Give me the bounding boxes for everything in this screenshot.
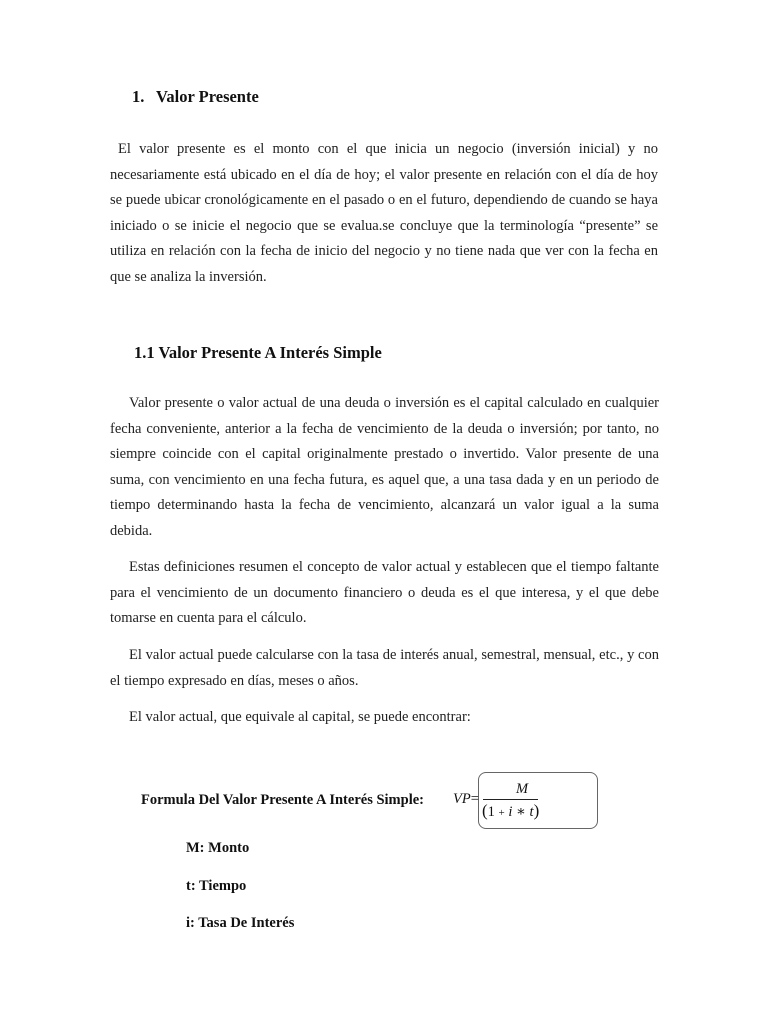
section-number: 1.: [132, 87, 145, 106]
denominator-i: i: [508, 804, 513, 820]
denominator-plus: +: [498, 807, 505, 819]
variable-monto: M: Monto: [186, 840, 250, 856]
formula-denominator: [482, 801, 539, 821]
denominator-times: ∗: [516, 804, 526, 820]
intro-paragraph: El valor presente es el monto con el que inicia un negocio (inversión inicial) y no necesariamente está ubicado en el día de hoy; el valor presente en relación con el día de hoy se puede ubicar cronológicamente en el pasado o en el futuro, dependiendo de cuando se haya iniciado o se inicie el negocio que se evalua.se concluye que la terminología “presente” se utiliza en relación con la fecha de inicio del negocio y no tiene nada que ver con la fecha en que se analiza la inversión.: [110, 141, 658, 285]
paren-open: (: [482, 801, 488, 820]
variable-tasa: i: Tasa De Interés: [186, 915, 295, 931]
formula-lhs: [453, 791, 479, 808]
formula-numerator: M: [515, 781, 529, 797]
body-paragraph-summary: Estas definiciones resumen el concepto de valor actual y establecen que el tiempo faltante para el vencimiento de un documento financiero o deuda es el que interesa, y el que debe tomarse en cuenta para el cálculo.: [110, 559, 659, 626]
body-paragraph-formula-intro: El valor actual, que equivale al capital, se puede encontrar:: [129, 709, 471, 725]
subsection-heading-interes-simple: 1.1 Valor Presente A Interés Simple: [134, 343, 382, 362]
denominator-one: 1: [487, 804, 495, 820]
body-paragraph-calculation: El valor actual puede calcularse con la tasa de interés anual, semestral, mensual, etc., y con el tiempo expresado en días, meses o años.: [110, 647, 659, 689]
formula-label: Formula Del Valor Presente A Interés Simple:: [141, 792, 424, 808]
formula-vp: VP: [453, 791, 471, 807]
body-paragraph-definition: Valor presente o valor actual de una deuda o inversión es el capital calculado en cualquier fecha conveniente, anterior a la fecha de vencimiento de la deuda o inversión; por tanto, no siempre coincide con el capital originalmente prestado o invertido. Valor presente de una suma, con vencimiento en una fecha futura, es aquel que, a una tasa dada y en un periodo de tiempo determinando hasta la fecha de vencimiento, alcanzará un valor igual a la suma debida.: [110, 395, 659, 539]
fraction-bar: [483, 799, 538, 800]
section-title: Valor Presente: [156, 87, 259, 106]
formula-equals: =: [470, 791, 479, 807]
denominator-t: t: [529, 804, 534, 820]
variable-tiempo: t: Tiempo: [186, 878, 247, 894]
section-heading-valor-presente: [132, 87, 259, 107]
paren-close: ): [533, 801, 540, 820]
present-value-formula: [453, 778, 563, 828]
